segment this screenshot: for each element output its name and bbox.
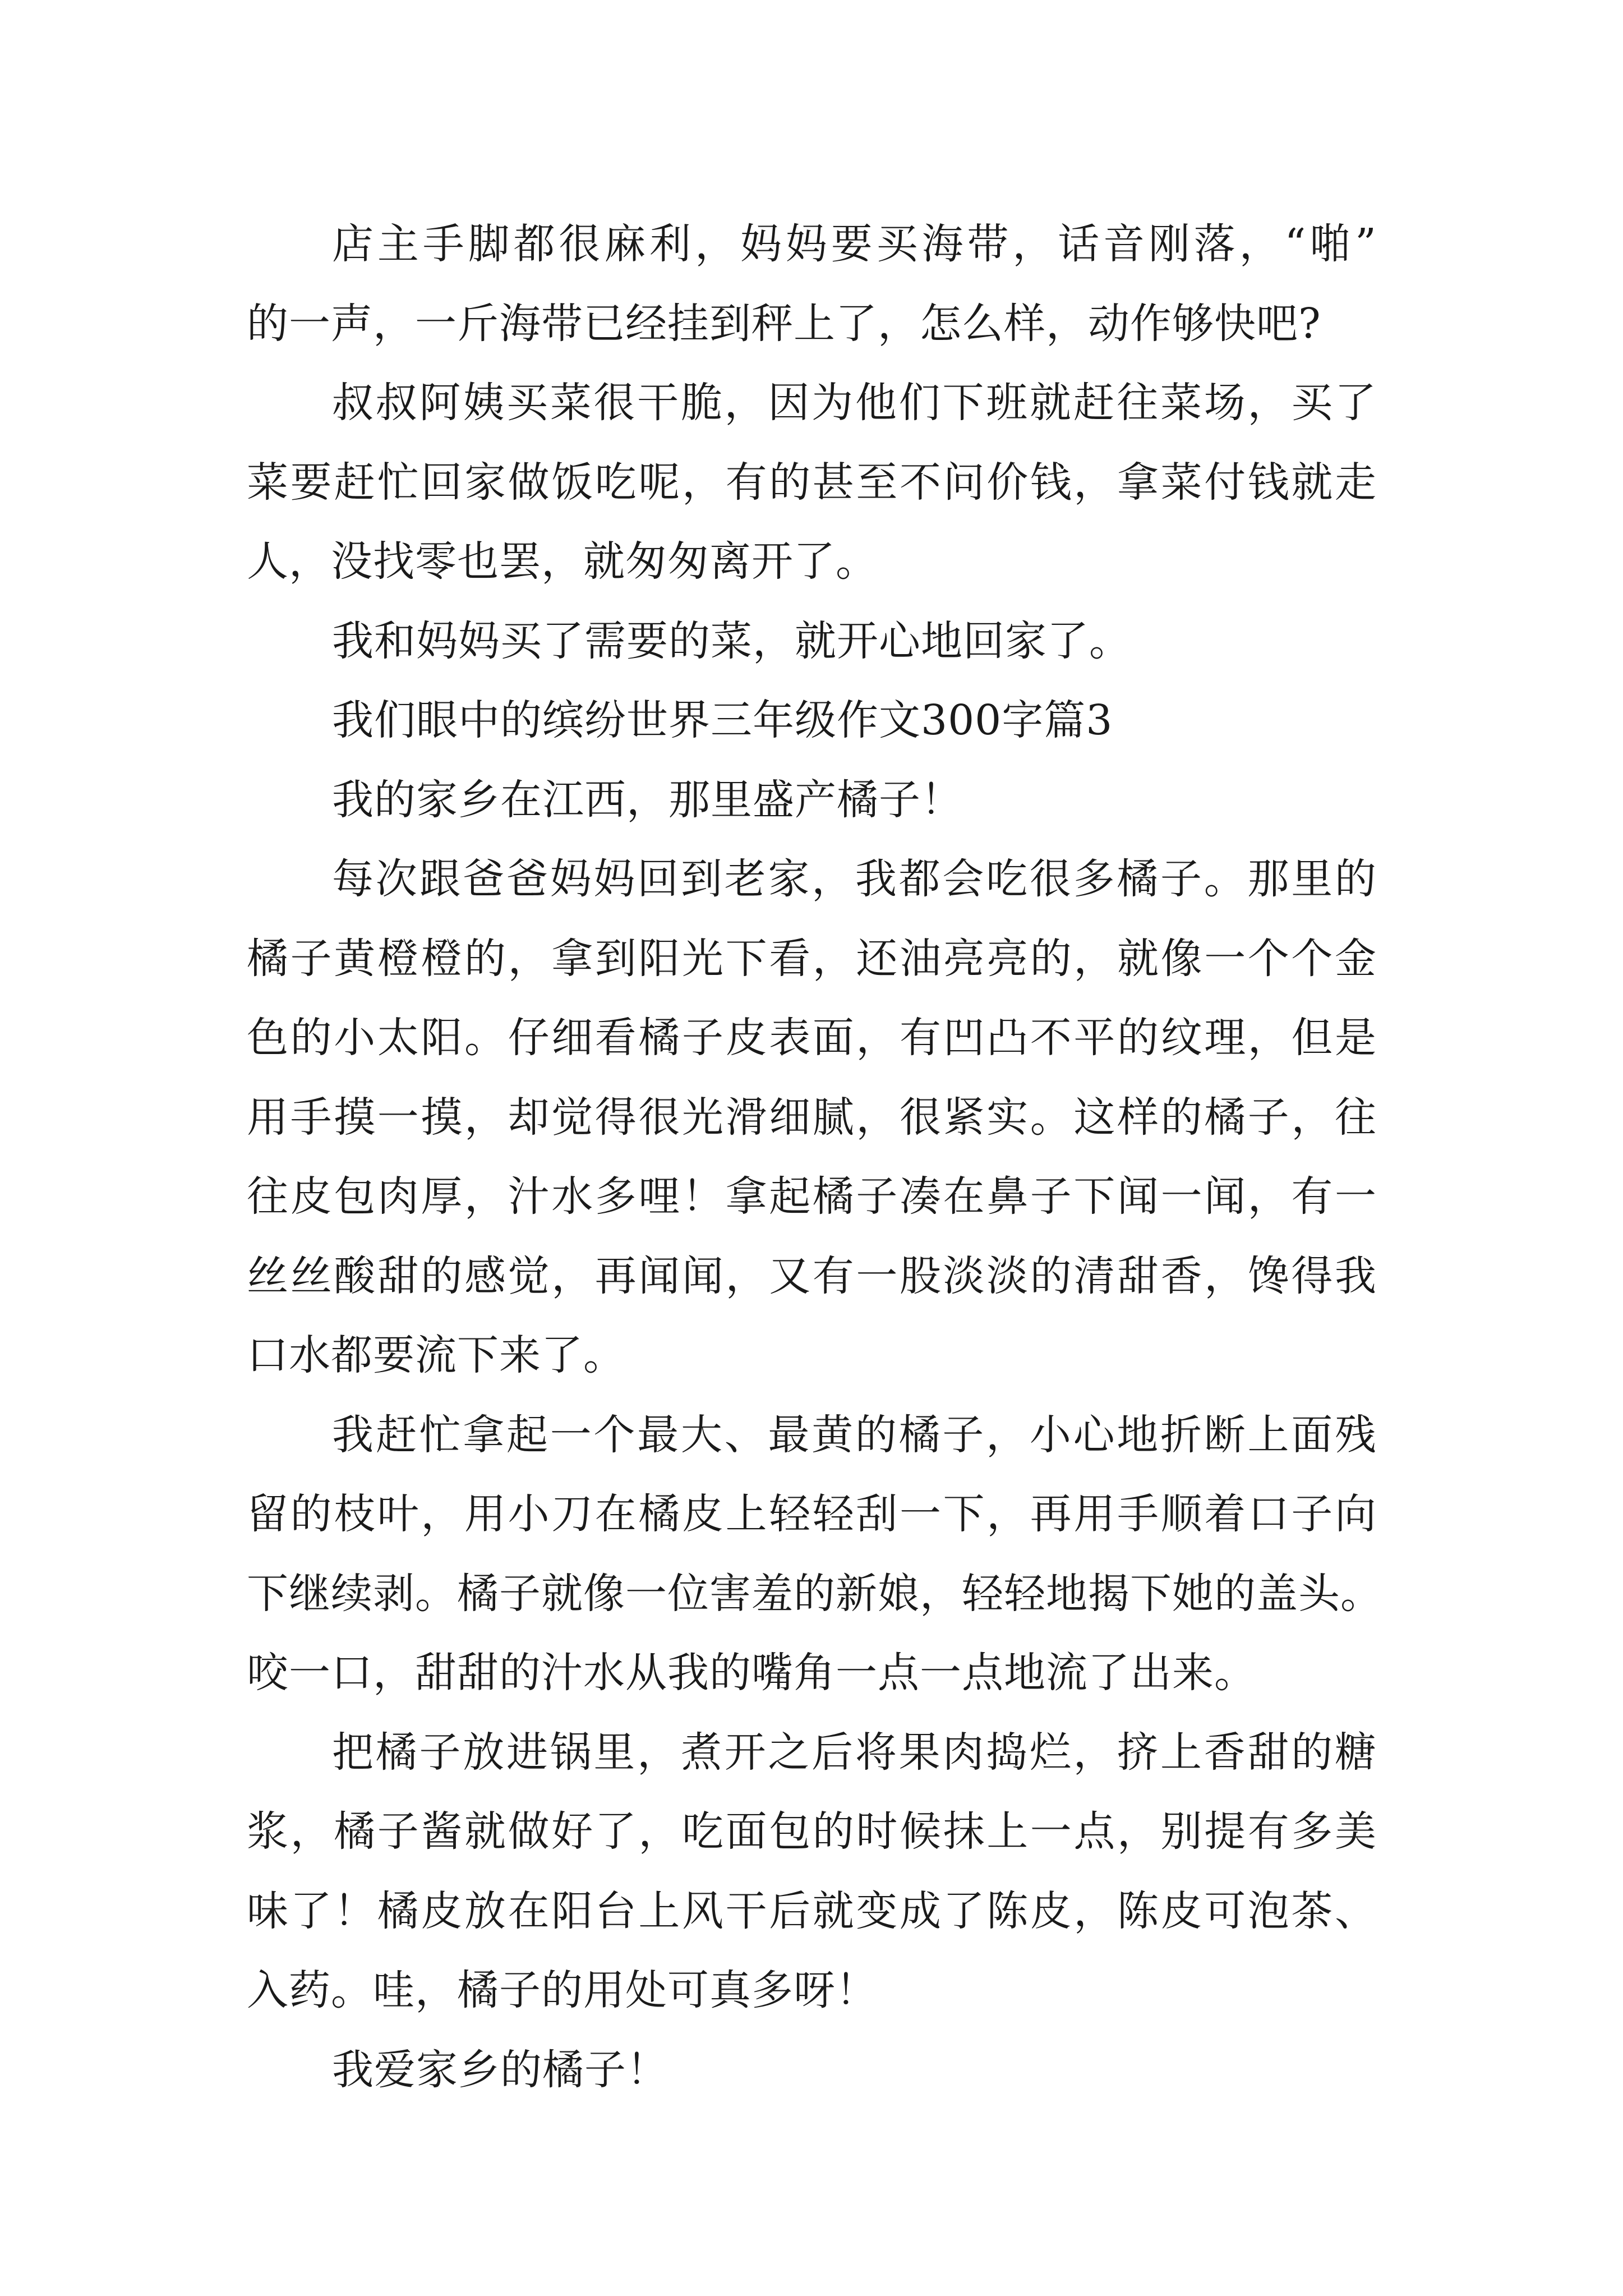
text-line: 的一声，一斤海带已经挂到秤上了，怎么样，动作够快吧? xyxy=(247,299,1321,348)
text-line: 浆，橘子酱就做好了，吃面包的时候抹上一点，别提有多美 xyxy=(247,1807,1377,1856)
text-line: 口水都要流下来了。 xyxy=(247,1331,625,1379)
document-body xyxy=(247,205,1382,2110)
text-line: 色的小太阳。仔细看橘子皮表面，有凹凸不平的纹理，但是 xyxy=(247,1014,1377,1062)
text-line: 叔叔阿姨买菜很干脆，因为他们下班就赶往菜场，买了 xyxy=(332,379,1377,427)
text-line: 把橘子放进锅里，煮开之后将果肉捣烂，挤上香甜的糖 xyxy=(332,1728,1377,1777)
text-line: 我们眼中的缤纷世界三年级作文300字篇3 xyxy=(332,696,1113,744)
text-line: 每次跟爸爸妈妈回到老家，我都会吃很多橘子。那里的 xyxy=(332,855,1377,903)
text-line: 用手摸一摸，却觉得很光滑细腻，很紧实。这样的橘子，往 xyxy=(247,1093,1377,1142)
text-line: 菜要赶忙回家做饭吃呢，有的甚至不问价钱，拿菜付钱就走 xyxy=(247,458,1377,507)
text-line: 店主手脚都很麻利，妈妈要买海带，话音刚落，“啪” xyxy=(332,220,1377,268)
text-line: 咬一口，甜甜的汁水从我的嘴角一点一点地流了出来。 xyxy=(247,1649,1256,1697)
text-line: 下继续剥。橘子就像一位害羞的新娘，轻轻地揭下她的盖头。 xyxy=(247,1569,1382,1618)
text-line: 我和妈妈买了需要的菜，就开心地回家了。 xyxy=(332,616,1131,665)
text-line: 我的家乡在江西，那里盛产橘子！ xyxy=(332,775,963,824)
text-line: 入药。哇，橘子的用处可真多呀！ xyxy=(247,1966,878,2014)
text-line: 人，没找零也罢，就匆匆离开了。 xyxy=(247,537,878,586)
text-line: 丝丝酸甜的感觉，再闻闻，又有一股淡淡的清甜香，馋得我 xyxy=(247,1251,1377,1300)
text-line: 橘子黄橙橙的，拿到阳光下看，还油亮亮的，就像一个个金 xyxy=(247,934,1377,983)
text-line: 我爱家乡的橘子！ xyxy=(332,2045,668,2094)
text-line: 留的枝叶，用小刀在橘皮上轻轻刮一下，再用手顺着口子向 xyxy=(247,1490,1377,1538)
text-line: 味了！橘皮放在阳台上风干后就变成了陈皮，陈皮可泡茶、 xyxy=(247,1887,1377,1935)
text-line: 往皮包肉厚，汁水多哩！拿起橘子凑在鼻子下闻一闻，有一 xyxy=(247,1172,1377,1221)
text-line: 我赶忙拿起一个最大、最黄的橘子，小心地折断上面残 xyxy=(332,1410,1377,1459)
